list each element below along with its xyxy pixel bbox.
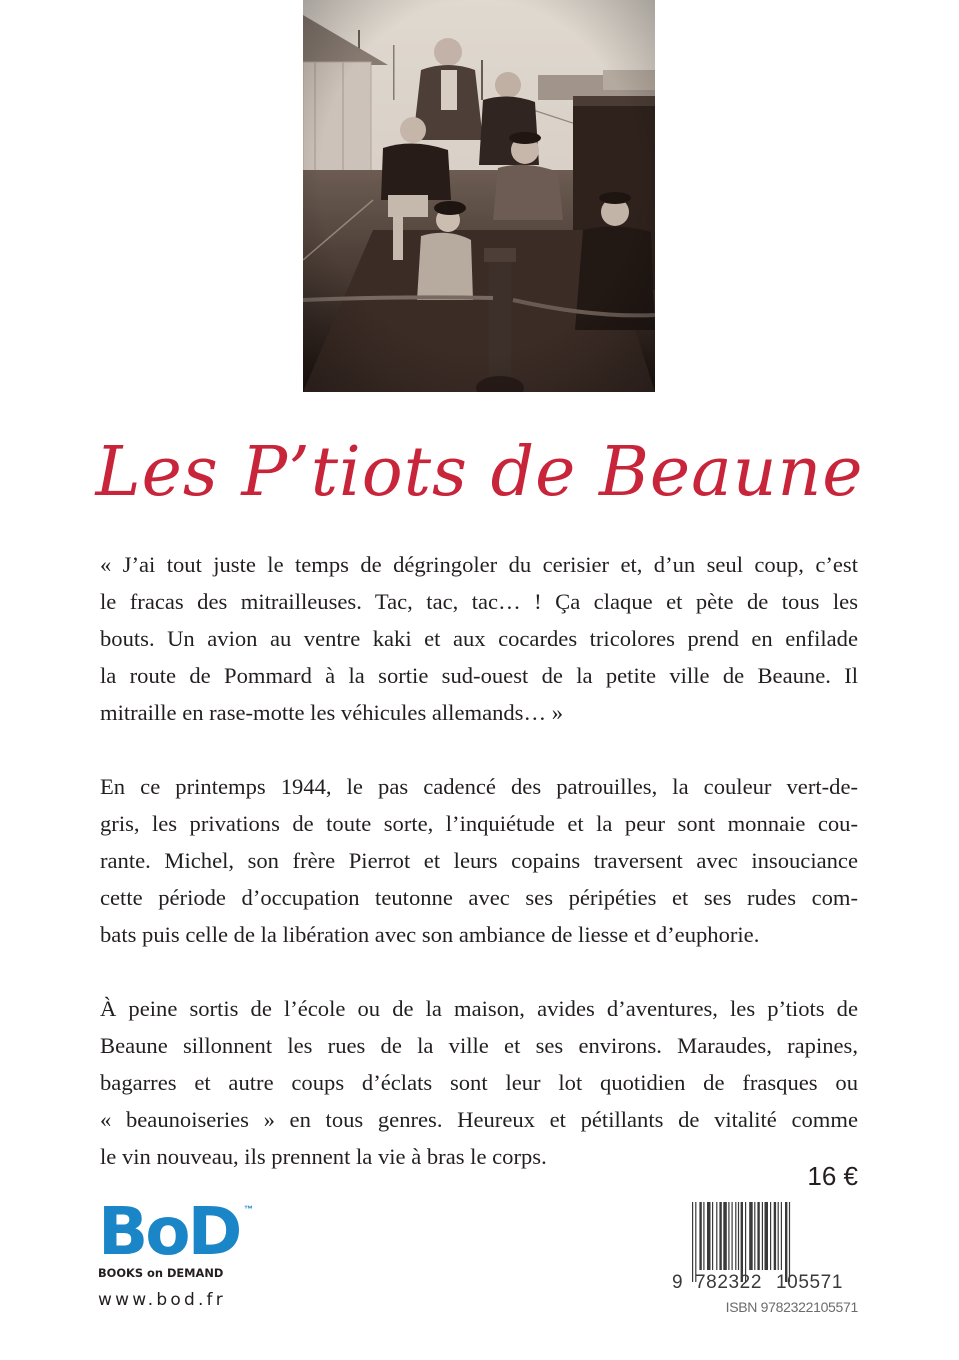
blurb-line: mitraille en rase-motte les véhicules allemands… » (100, 700, 564, 725)
blurb-line: En ce printemps 1944, le pas cadencé des patrouilles, la couleur vert-de- (100, 774, 858, 799)
blurb-line: rante. Michel, son frère Pierrot et leurs copains traversent avec insouciance (100, 848, 858, 873)
barcode-right-digits: 105571 (776, 1272, 844, 1293)
publisher-logo (98, 1193, 298, 1310)
blurb-paragraph-summary (100, 990, 858, 1175)
book-title: Les P’tiots de Beaune (95, 433, 864, 512)
bod-logo-text: BoD (98, 1193, 240, 1270)
bod-logo-mark (98, 1193, 298, 1270)
publisher-tagline: BOOKS on DEMAND (98, 1266, 224, 1280)
blurb-line: le vin nouveau, ils prennent la vie à bras le corps. (100, 1144, 547, 1169)
barcode-lead-digit: 9 (672, 1272, 683, 1293)
photo-boys-on-railway-gun-image (303, 0, 655, 392)
blurb-line: gris, les privations de toute sorte, l’inquiétude et la peur sont monnaie cou- (100, 811, 858, 836)
blurb-line: Beaune sillonnent les rues de la ville et ses environs. Maraudes, rapines, (100, 1033, 858, 1058)
barcode-left-digits: 782322 (695, 1272, 763, 1293)
barcode-icon (672, 1200, 862, 1296)
blurb-line: bouts. Un avion au ventre kaki et aux cocardes tricolores prend en enfilade (100, 626, 858, 651)
isbn-label: ISBN 9782322105571 (725, 1299, 858, 1315)
blurb-line: bagarres et autre coups d’éclats sont leur lot quotidien de frasques ou (100, 1070, 858, 1095)
back-cover-blurb (100, 546, 858, 1212)
blurb-line: « beaunoiseries » en tous genres. Heureux et pétillants de vitalité comme (100, 1107, 858, 1132)
blurb-line: bats puis celle de la libération avec son ambiance de liesse et d’euphorie. (100, 922, 760, 947)
blurb-line: la route de Pommard à la sortie sud-ouest de la petite ville de Beaune. Il (100, 663, 858, 688)
cover-photo (303, 0, 655, 392)
blurb-line: À peine sortis de l’école ou de la maison, avides d’aventures, les p’tiots de (100, 996, 858, 1021)
trademark-symbol: ™ (244, 1204, 253, 1214)
blurb-line: cette période d’occupation teutonne avec ses péripéties et ses rudes com- (100, 885, 858, 910)
blurb-line: le fracas des mitrailleuses. Tac, tac, tac… ! Ça claque et pète de tous les (100, 589, 858, 614)
blurb-line: « J’ai tout juste le temps de dégringoler du cerisier et, d’un seul coup, c’est (100, 552, 858, 577)
blurb-paragraph-quote (100, 546, 858, 731)
price-label: 16 € (807, 1161, 858, 1191)
isbn-barcode (672, 1200, 862, 1296)
blurb-paragraph-context (100, 768, 858, 953)
publisher-website: www.bod.fr (98, 1290, 226, 1310)
